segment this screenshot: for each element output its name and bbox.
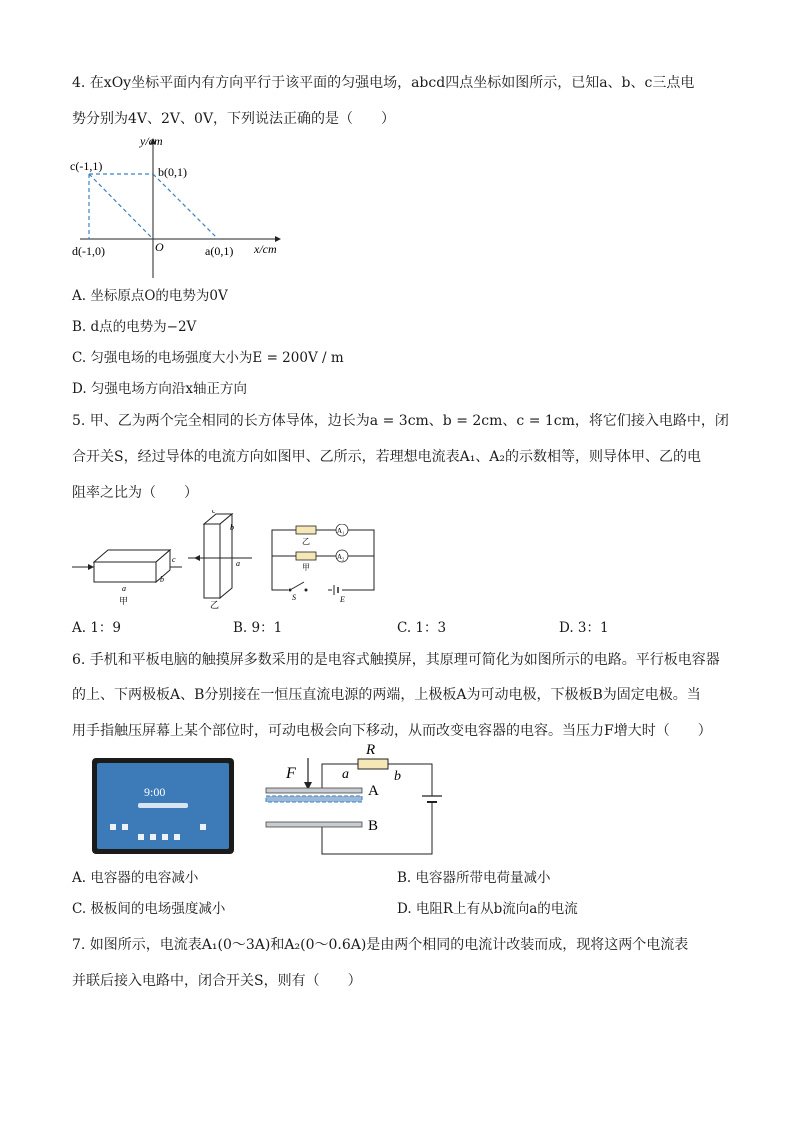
q4-option-a[interactable]: A. 坐标原点O的电势为0V	[72, 288, 228, 304]
point-d-label: d(-1,0)	[72, 244, 105, 258]
svg-text:b: b	[230, 523, 234, 532]
q6-option-a[interactable]: A. 电容器的电容减小	[72, 870, 199, 886]
q6-stem-line1: 6. 手机和平板电脑的触摸屏多数采用的是电容式触摸屏，其原理可简化为如图所示的电路。平行板电容器	[72, 652, 720, 668]
svg-text:乙: 乙	[302, 537, 310, 546]
resistor-label: R	[366, 742, 376, 758]
svg-text:S: S	[292, 593, 296, 602]
q5-option-b[interactable]: B. 9：1	[233, 620, 283, 636]
q5-block-yi	[186, 510, 256, 610]
q5-option-d[interactable]: D. 3：1	[559, 620, 609, 636]
point-a-label: a	[342, 767, 349, 782]
q6-stem-line3: 用手指触压屏幕上某个部位时，可动电极会向下移动，从而改变电容器的电容。当压力F增大时（ ）	[72, 723, 712, 739]
plate-a-label: A	[368, 783, 379, 799]
svg-text:A₂: A₂	[337, 553, 345, 561]
q6-option-d[interactable]: D. 电阻R上有从b流向a的电流	[397, 901, 578, 917]
q6-tablet-image	[92, 758, 234, 854]
q5-option-a[interactable]: A. 1：9	[72, 620, 122, 636]
point-b-label: b	[394, 769, 401, 784]
force-label: F	[286, 765, 296, 782]
svg-text:b: b	[160, 575, 164, 584]
q5-stem-line2: 合开关S，经过导体的电流方向如图甲、乙所示，若理想电流表A₁、A₂的示数相等，则导体甲、乙的电	[72, 449, 702, 465]
jia-label: 甲	[119, 596, 129, 606]
q5-block-jia	[72, 512, 192, 608]
q7-stem-line1: 7. 如图所示，电流表A₁(0～3A)和A₂(0～0.6A)是由两个相同的电流计改装而成，现将这两个电流表	[72, 937, 689, 953]
x-axis-label: x/cm	[254, 242, 277, 256]
svg-text:E: E	[340, 595, 345, 604]
q5-stem-line3: 阻率之比为（ ）	[72, 485, 198, 501]
q4-stem-line2: 势分别为4V、2V、0V，下列说法正确的是（ ）	[72, 111, 396, 127]
q4-option-b[interactable]: B. d点的电势为−2V	[72, 319, 197, 335]
q5-circuit	[268, 524, 380, 604]
q6-option-c[interactable]: C. 极板间的电场强度减小	[72, 901, 226, 917]
yi-label: 乙	[210, 600, 220, 610]
svg-text:c: c	[172, 555, 176, 564]
q4-option-d[interactable]: D. 匀强电场方向沿x轴正方向	[72, 381, 248, 397]
q4-option-c[interactable]: C. 匀强电场的电场强度大小为E = 200V / m	[72, 350, 344, 366]
y-axis-label: y/cm	[140, 134, 163, 148]
point-b-label: b(0,1)	[158, 165, 187, 179]
q4-stem-line1: 4. 在xOy坐标平面内有方向平行于该平面的匀强电场，abcd四点坐标如图所示，已知a、b、c三点电	[72, 75, 695, 91]
q6-stem-line2: 的上、下两极板A、B分别接在一恒压直流电源的两端，上极板A为可动电极，下极板B为固定电极。当	[72, 687, 701, 703]
svg-text:a: a	[122, 584, 126, 593]
plate-b-label: B	[368, 818, 379, 834]
q6-capacitor-circuit	[262, 738, 442, 858]
svg-text:A₁: A₁	[337, 527, 345, 535]
tablet-time: 9:00	[144, 785, 166, 799]
q5-option-c[interactable]: C. 1：3	[397, 620, 447, 636]
svg-text:a: a	[236, 559, 240, 568]
q4-coordinate-figure	[70, 133, 290, 281]
dashed-co	[89, 174, 153, 239]
svg-text:c: c	[212, 510, 216, 515]
q6-option-b[interactable]: B. 电容器所带电荷量减小	[397, 870, 551, 886]
q7-stem-line2: 并联后接入电路中，闭合开关S，则有（ ）	[72, 973, 362, 989]
point-c-label: c(-1,1)	[70, 159, 103, 173]
q5-stem-line1: 5. 甲、乙为两个完全相同的长方体导体，边长为a = 3cm、b = 2cm、c = 1cm，将它们接入电路中，闭	[72, 413, 729, 429]
origin-label: O	[155, 240, 164, 254]
dashed-ba	[153, 174, 218, 239]
svg-text:甲: 甲	[302, 563, 310, 572]
point-a-label: a(0,1)	[205, 244, 234, 258]
